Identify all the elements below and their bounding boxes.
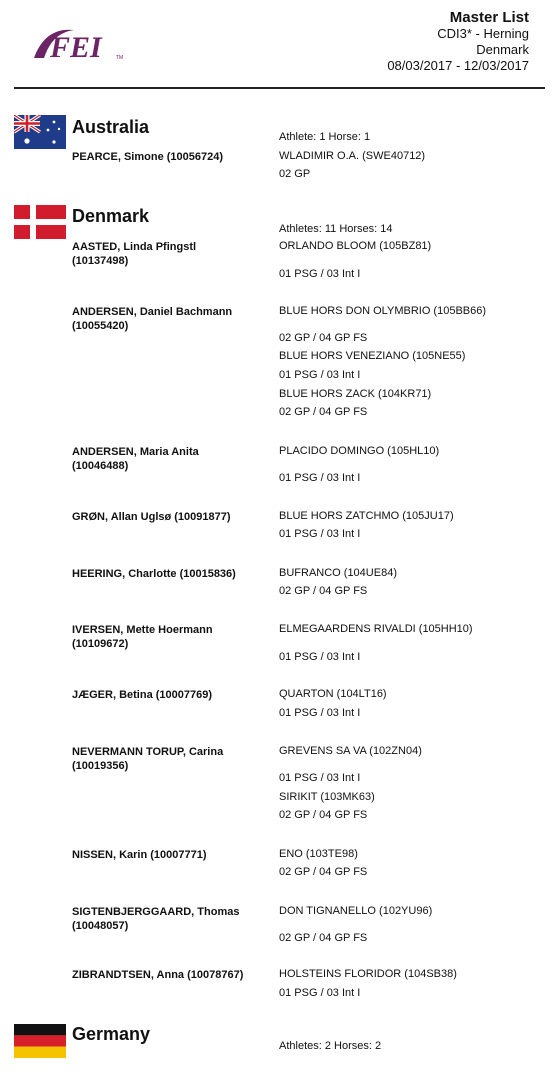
fei-logo (30, 26, 126, 62)
competition-list: 01 PSG / 03 Int I (279, 268, 361, 280)
horse-name: ELMEGAARDENS RIVALDI (105HH10) (279, 623, 473, 635)
country-name-australia: Australia (72, 117, 150, 137)
competition-list: 02 GP / 04 GP FS (279, 932, 368, 944)
competition-list: 02 GP / 04 GP FS (279, 406, 368, 418)
horse-name: BLUE HORS ZACK (104KR71) (279, 388, 432, 400)
athlete-name: NISSEN, Karin (10007771) (72, 849, 207, 861)
competition-list: 02 GP / 04 GP FS (279, 585, 368, 597)
australia-flag-icon (14, 115, 66, 149)
competition-list: 01 PSG / 03 Int I (279, 651, 361, 663)
fei-logo-text: FEI (50, 31, 102, 62)
athlete-name: ANDERSEN, Maria Anita (10046488) (72, 446, 199, 472)
fei-logo-tm: TM (116, 55, 124, 61)
event-name: CDI3* - Herning (437, 26, 529, 41)
horse-name: PLACIDO DOMINGO (105HL10) (279, 445, 440, 457)
horse-name: WLADIMIR O.A. (SWE40712) (279, 150, 426, 162)
country-name-germany: Germany (72, 1024, 151, 1044)
country-count-germany: Athletes: 2 Horses: 2 (279, 1040, 382, 1052)
horse-name: DON TIGNANELLO (102YU96) (279, 905, 433, 917)
competition-list: 01 PSG / 03 Int I (279, 528, 361, 540)
event-country: Denmark (476, 42, 529, 57)
horse-name: BUFRANCO (104UE84) (279, 567, 397, 579)
athlete-name: ANDERSEN, Daniel Bachmann (10055420) (72, 306, 233, 332)
country-count-denmark: Athletes: 11 Horses: 14 (279, 223, 393, 235)
event-dates: 08/03/2017 - 12/03/2017 (387, 58, 529, 73)
horse-name: BLUE HORS DON OLYMBRIO (105BB66) (279, 305, 487, 317)
competition-list: 01 PSG / 03 Int I (279, 472, 361, 484)
horse-name: BLUE HORS VENEZIANO (105NE55) (279, 350, 466, 362)
athlete-name: PEARCE, Simone (10056724) (72, 151, 224, 163)
horse-name: SIRIKIT (103MK63) (279, 791, 375, 803)
athlete-name: GRØN, Allan Uglsø (10091877) (72, 511, 231, 523)
athlete-name: ZIBRANDTSEN, Anna (10078767) (72, 969, 244, 981)
denmark-flag-icon (14, 205, 66, 239)
athlete-name: AASTED, Linda Pfingstl (10137498) (72, 241, 197, 267)
horse-name: GREVENS SA VA (102ZN04) (279, 745, 422, 757)
athlete-name: HEERING, Charlotte (10015836) (72, 568, 236, 580)
horse-name: QUARTON (104LT16) (279, 688, 387, 700)
competition-list: 01 PSG / 03 Int I (279, 987, 361, 999)
country-count-australia: Athlete: 1 Horse: 1 (279, 131, 371, 143)
competition-list: 02 GP / 04 GP FS (279, 809, 368, 821)
athlete-name: IVERSEN, Mette Hoermann (10109672) (72, 624, 213, 650)
header-rule (14, 87, 545, 89)
competition-list: 01 PSG / 03 Int I (279, 369, 361, 381)
athlete-name: SIGTENBJERGGAARD, Thomas (10048057) (72, 906, 240, 932)
competition-list: 02 GP / 04 GP FS (279, 332, 368, 344)
athlete-name: NEVERMANN TORUP, Carina (10019356) (72, 746, 224, 772)
country-name-denmark: Denmark (72, 206, 150, 226)
germany-flag-icon (14, 1024, 66, 1058)
horse-name: BLUE HORS ZATCHMO (105JU17) (279, 510, 454, 522)
competition-list: 01 PSG / 03 Int I (279, 707, 361, 719)
horse-name: ENO (103TE98) (279, 848, 358, 860)
horse-name: ORLANDO BLOOM (105BZ81) (279, 240, 432, 252)
athlete-name: JÆGER, Betina (10007769) (72, 689, 213, 701)
page-title: Master List (449, 9, 529, 26)
competition-list: 02 GP (279, 168, 311, 180)
horse-name: HOLSTEINS FLORIDOR (104SB38) (279, 968, 457, 980)
competition-list: 02 GP / 04 GP FS (279, 866, 368, 878)
header-info (387, 10, 529, 74)
competition-list: 01 PSG / 03 Int I (279, 772, 361, 784)
